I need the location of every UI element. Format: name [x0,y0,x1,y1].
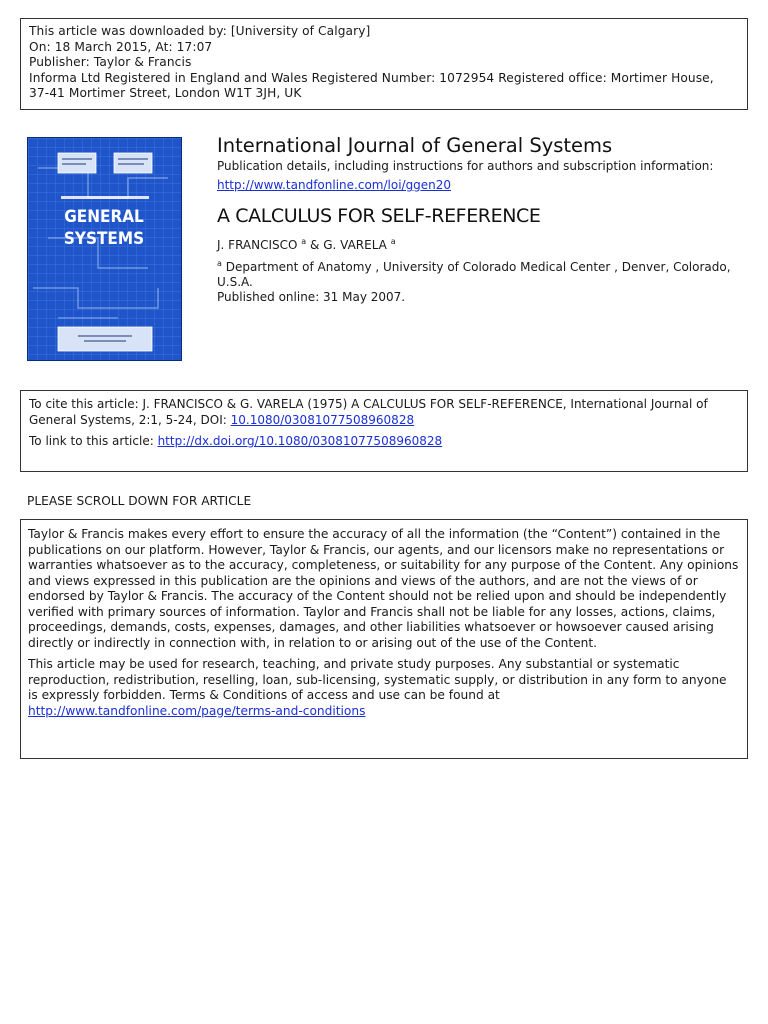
notice-address: 37-41 Mortimer Street, London W1T 3JH, UK [29,86,302,100]
article-link-label: To link to this article: [29,434,158,448]
affiliation-text: Department of Anatomy , University of Colorado Medical Center , Denver, Colorado, U.S.A. [217,260,731,289]
cover-title-systems: SYSTEMS [63,229,145,249]
affiliation-mark: a [217,259,222,268]
terms-link[interactable]: http://www.tandfonline.com/page/terms-and-conditions [28,703,366,718]
article-title: A CALCULUS FOR SELF-REFERENCE [217,205,541,227]
download-notice-box [20,18,748,110]
disclaimer-paragraph-2 [28,657,740,719]
article-link[interactable]: http://dx.doi.org/10.1080/03081077508960828 [157,434,443,448]
notice-date: On: 18 March 2015, At: 17:07 [29,39,213,54]
publication-details: Publication details, including instructions for authors and subscription information: [217,159,714,173]
affiliation [217,256,747,290]
doi-link[interactable]: 10.1080/03081077508960828 [230,412,415,427]
author-separator: & [306,238,324,252]
cover-title-general: GENERAL [64,207,144,227]
journal-info [217,134,747,305]
notice-downloaded-by: This article was downloaded by: [University of Calgary] [29,24,371,38]
article-link-row [29,434,739,450]
author-1-affil-mark: a [301,237,307,246]
scroll-down-note: PLEASE SCROLL DOWN FOR ARTICLE [27,494,252,508]
citation-box [20,390,748,472]
notice-publisher: Publisher: Taylor & Francis [29,55,192,69]
author-2: G. VARELA [323,238,387,252]
disclaimer-box [20,519,748,759]
journal-cover-image [27,137,182,361]
journal-title: International Journal of General Systems [217,134,613,157]
citation-text [29,397,739,428]
disclaimer-paragraph-1: Taylor & Francis makes every effort to ensure the accuracy of all the information (the “Content”) contained in the publications on our platform. However, Taylor & Francis, our agents, and our licensors make no representations or warranties whatsoever as to the accuracy, completeness, or suitability for any purpose of the Content. Any opinions and views expressed in this publication are the opinions and views of the authors, and are not the views of or endorsed by Taylor & Francis. The accuracy of the Content should not be relied upon and should be independently verified with primary sources of information. Taylor and Francis shall not be liable for any losses, actions, claims, proceedings, demands, costs, expenses, damages, and other liabilities whatsoever or howsoever caused arising directly or indirectly in connection with, in relation to or arising out of the use of the Content. [28,527,739,650]
journal-link[interactable]: http://www.tandfonline.com/loi/ggen20 [217,178,452,192]
author-2-affil-mark: a [390,237,396,246]
cover-artwork [28,138,181,360]
notice-registration: Informa Ltd Registered in England and Wales Registered Number: 1072954 Registered office: Mortimer House, [29,70,714,85]
published-date: Published online: 31 May 2007. [217,290,406,304]
disclaimer-usage-text: This article may be used for research, teaching, and private study purposes. Any substantial or systematic reproduction, redistribution, reselling, loan, sub-licensing, systematic supply, or distribution in any form to anyone is expressly forbidden. Terms & Conditions of access and use can be found at [28,657,727,702]
article-authors [217,234,747,253]
citation-body: To cite this article: J. FRANCISCO & G. VARELA (1975) A CALCULUS FOR SELF-REFERENCE, International Journal of General Systems, 2:1, 5-24, DOI: [29,397,708,427]
author-1: J. FRANCISCO [217,238,298,252]
